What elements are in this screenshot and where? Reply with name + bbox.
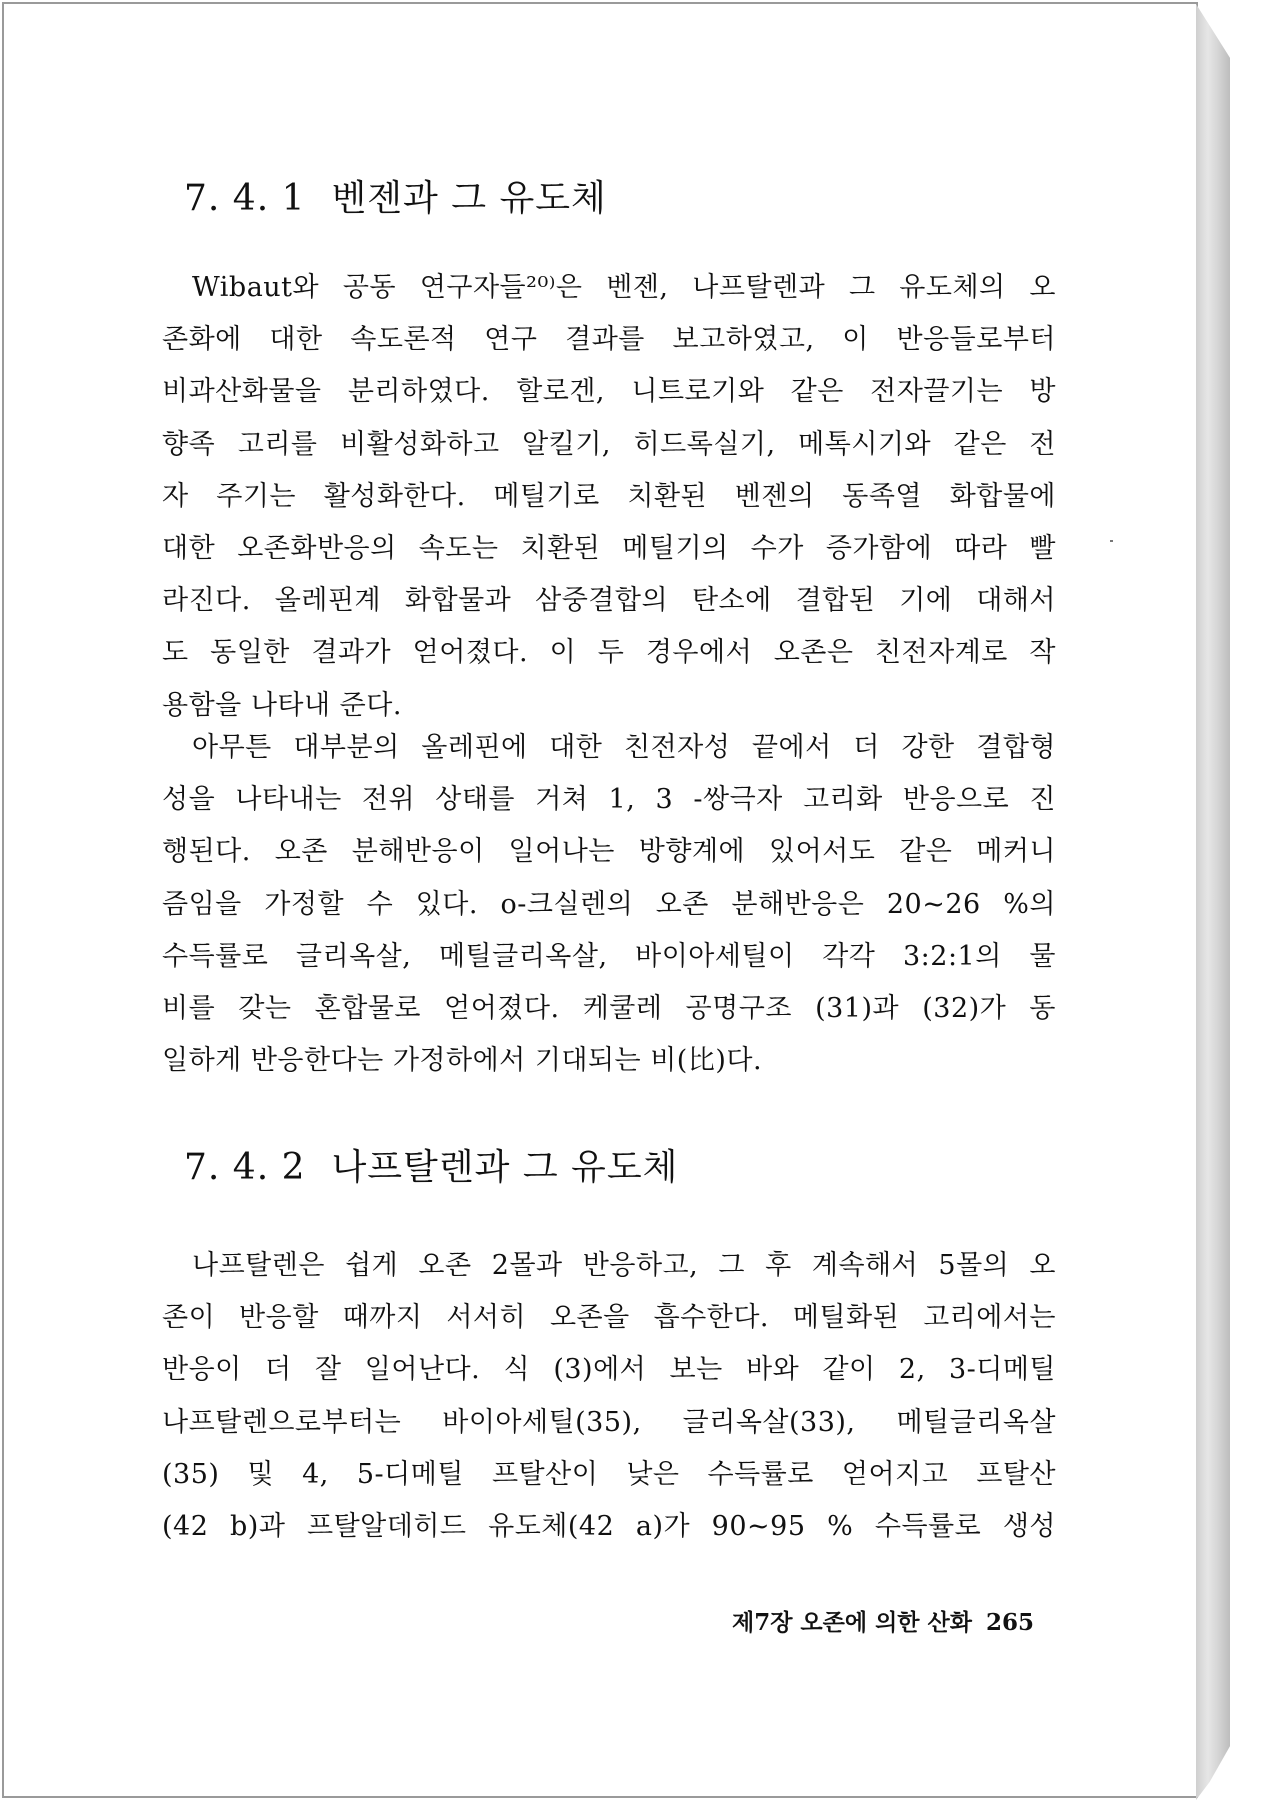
book-page: [2, 2, 1198, 1798]
section-number: 7. 4. 1: [184, 178, 306, 219]
text-line: 대한 오존화반응의 속도는 치환된 메틸기의 수가 증가함에 따라 빨: [162, 532, 1056, 564]
scan-speck: [1110, 540, 1113, 542]
text-line: (35) 및 4, 5-디메틸 프탈산이 낮은 수득률로 얻어지고 프탈산: [162, 1458, 1056, 1490]
text-line: 도 동일한 결과가 얻어졌다. 이 두 경우에서 오존은 친전자계로 작: [162, 637, 1056, 669]
page-stack-edge: [1196, 4, 1230, 1800]
running-footer: [694, 1604, 1034, 1637]
text-line: 수득률로 글리옥살, 메틸글리옥살, 바이아세틸이 각각 3:2:1의 물: [162, 940, 1056, 972]
text-line: 비를 갖는 혼합물로 얻어졌다. 케쿨레 공명구조 (31)과 (32)가 동: [162, 992, 1056, 1024]
text-line: (42 b)과 프탈알데히드 유도체(42 a)가 90~95 % 수득률로 생성: [162, 1510, 1056, 1542]
section-title: 벤젠과 그 유도체: [331, 178, 607, 219]
text-line: 라진다. 올레핀계 화합물과 삼중결합의 탄소에 결합된 기에 대해서: [162, 585, 1056, 617]
text-line: 행된다. 오존 분해반응이 일어나는 방향계에 있어서도 같은 메커니: [162, 836, 1056, 868]
text-line: 나프탈렌은 쉽게 오존 2몰과 반응하고, 그 후 계속해서 5몰의 오: [192, 1250, 1056, 1281]
text-line: 존이 반응할 때까지 서서히 오존을 흡수한다. 메틸화된 고리에서는: [162, 1302, 1056, 1334]
paragraph: [162, 262, 1056, 732]
paragraph: [162, 1240, 1056, 1553]
paragraph: [162, 722, 1056, 1087]
text-line: 비과산화물을 분리하였다. 할로겐, 니트로기와 같은 전자끌기는 방: [162, 376, 1056, 408]
section-title: 나프탈렌과 그 유도체: [331, 1147, 679, 1188]
page-number: 265: [985, 1609, 1034, 1636]
text-line: 성을 나타내는 전위 상태를 거쳐 1, 3 -쌍극자 고리화 반응으로 진: [162, 784, 1056, 816]
chapter-title: 제7장 오존에 의한 산화: [731, 1609, 972, 1636]
section-heading-7-4-2: [184, 1139, 678, 1190]
text-line: Wibaut와 공동 연구자들²⁰⁾은 벤젠, 나프탈렌과 그 유도체의 오: [192, 272, 1056, 303]
section-heading-7-4-1: [184, 170, 607, 221]
text-line: 아무튼 대부분의 올레핀에 대한 친전자성 끝에서 더 강한 결합형: [192, 732, 1056, 763]
text-line: 향족 고리를 비활성화하고 알킬기, 히드록실기, 메톡시기와 같은 전: [162, 428, 1056, 460]
section-number: 7. 4. 2: [184, 1147, 306, 1188]
text-line: 용함을 나타내 준다.: [162, 689, 402, 721]
text-line: 존화에 대한 속도론적 연구 결과를 보고하였고, 이 반응들로부터: [162, 324, 1056, 356]
text-line: 일하게 반응한다는 가정하에서 기대되는 비(比)다.: [162, 1045, 763, 1077]
text-line: 즘임을 가정할 수 있다. o-크실렌의 오존 분해반응은 20~26 %의: [162, 888, 1056, 920]
text-line: 나프탈렌으로부터는 바이아세틸(35), 글리옥살(33), 메틸글리옥살: [162, 1406, 1056, 1438]
text-line: 자 주기는 활성화한다. 메틸기로 치환된 벤젠의 동족열 화합물에: [162, 480, 1056, 512]
text-line: 반응이 더 잘 일어난다. 식 (3)에서 보는 바와 같이 2, 3-디메틸: [162, 1354, 1056, 1386]
